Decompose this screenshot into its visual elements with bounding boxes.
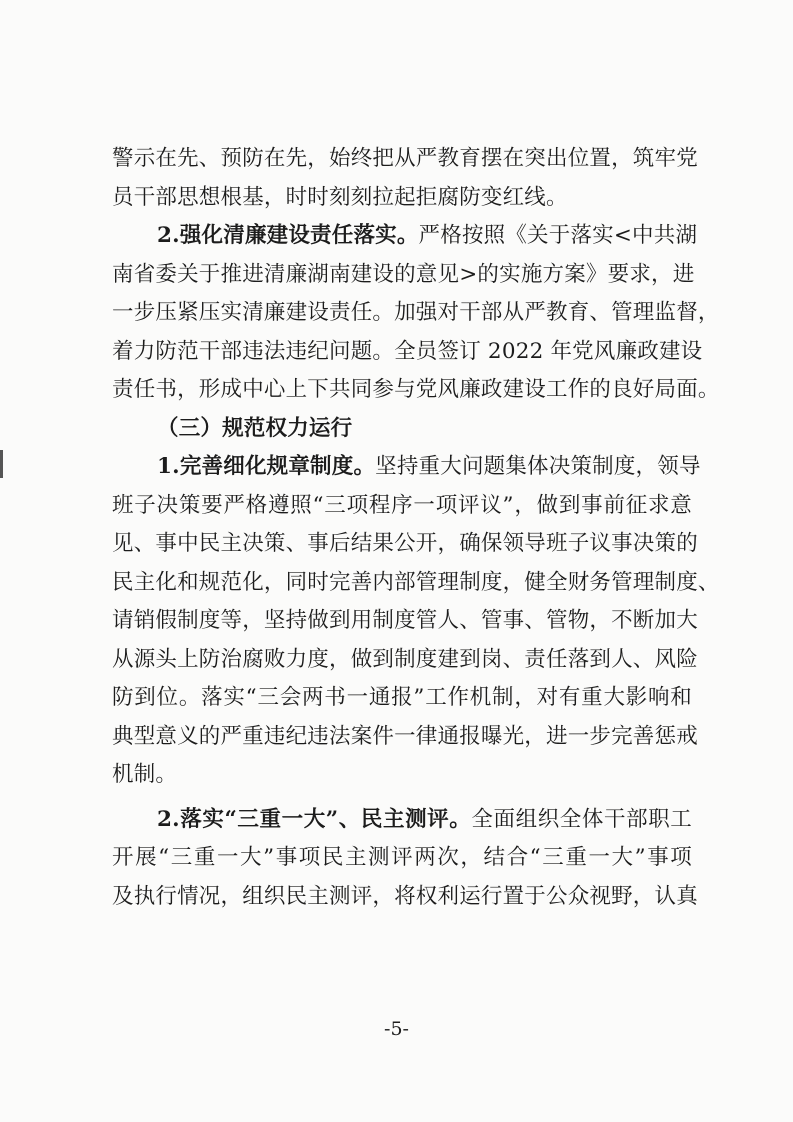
text-line: 着力防范干部违法违纪问题。全员签订 2022 年党风廉政建设 (112, 338, 703, 364)
text-line: 南省委关于推进清廉湖南建设的意见>的实施方案》要求，进 (112, 261, 695, 287)
paragraph-2 (112, 217, 720, 410)
text-line: 开展“三重一大”事项民主测评两次，结合“三重一大”事项 (112, 845, 692, 870)
text-line: 及执行情况，组织民主测评，将权利运行置于公众视野，认真 (112, 883, 698, 909)
page-number: -5- (384, 1018, 409, 1040)
paragraph-1 (112, 140, 698, 217)
text-line: 请销假制度等，坚持做到用制度管人、管事、管物，不断加大 (112, 608, 698, 633)
text-line: 民主化和规范化，同时完善内部管理制度，健全财务管理制度、 (112, 569, 720, 595)
item-heading: 1.完善细化规章制度。 (157, 454, 376, 479)
paragraph-3 (112, 448, 720, 795)
document-body (112, 140, 720, 916)
text-line (112, 217, 698, 256)
text-run: 坚持重大问题集体决策制度，领导 (375, 454, 701, 479)
text-line (112, 801, 692, 840)
section-heading: （三）规范权力运行 (157, 415, 353, 441)
text-run: 严格按照《关于落实<中共湖 (418, 223, 698, 248)
text-line: 见、事中民主决策、事后结果公开，确保领导班子议事决策的 (112, 531, 698, 556)
text-line: 责任书，形成中心上下共同参与党风廉政建设工作的良好局面。 (112, 377, 720, 402)
text-line: 从源头上防治腐败力度，做到制度建到岗、责任落到人、风险 (112, 646, 698, 672)
text-line: 员干部思想根基，时时刻刻拉起拒腐防变红线。 (112, 184, 568, 210)
text-line: 班子决策要严格遵照“三项程序一项评议”，做到事前征求意 (112, 492, 692, 518)
text-line: 警示在先、预防在先，始终把从严教育摆在突出位置，筑牢党 (112, 146, 698, 171)
item-heading: 2.落实“三重一大”、民主测评。 (157, 806, 472, 832)
item-heading: 2.强化清廉建设责任落实。 (157, 223, 419, 248)
text-line: 一步压紧压实清廉建设责任。加强对干部从严教育、管理监督， (112, 300, 720, 325)
scan-edge-mark (0, 450, 3, 478)
text-line: 机制。 (112, 762, 178, 787)
text-line (112, 448, 701, 487)
text-line: 防到位。落实“三会两书一通报”工作机制，对有重大影响和 (112, 685, 692, 710)
paragraph-4 (112, 801, 698, 917)
text-run: 全面组织全体干部职工 (471, 806, 692, 832)
text-line: 典型意义的严重违纪违法案件一律通报曝光，进一步完善惩戒 (112, 723, 698, 749)
